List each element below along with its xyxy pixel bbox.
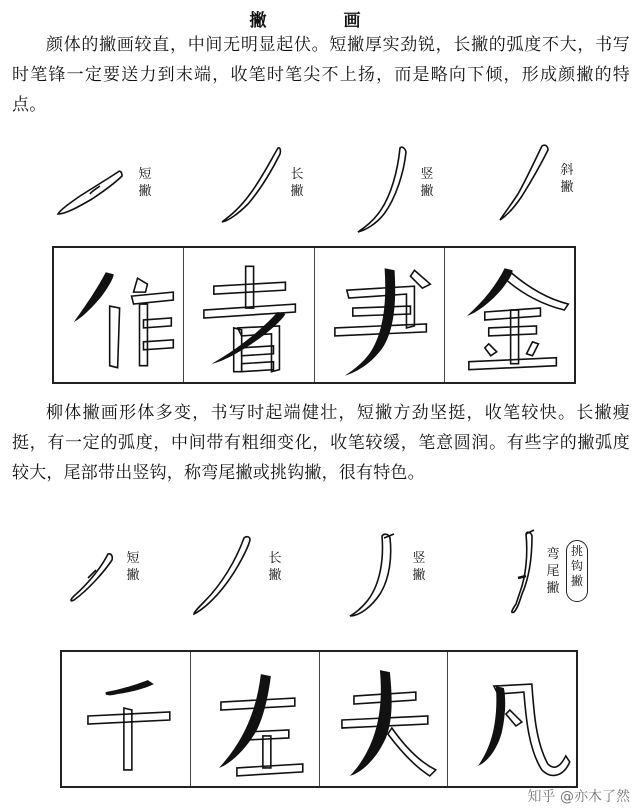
liu-character-strip (60, 650, 578, 788)
yan-char-zhe-glyph (184, 248, 313, 382)
yan-char-zuo-glyph (54, 248, 183, 382)
liu-char-cell (191, 652, 320, 786)
liu-stroke-label-short: 短撇 (126, 551, 140, 583)
liu-stroke-label-vertical: 竖撇 (412, 551, 426, 583)
liu-long-pie-icon (194, 537, 250, 614)
yan-paragraph: 颜体的撇画较直，中间无明显起伏。短撇厚实劲锐，长撇的弧度不大，书写时笔锋一定要送力到末端，收笔时笔尖不上扬，而是略向下倾，形成颜撇的特点。 (12, 35, 630, 115)
liu-paragraph: 柳体撇画形体多变，书写时起端健壮，短撇方劲坚挺，收笔较快。长撇瘦挺，有一定的弧度，中间带有粗细变化，收笔较缓，笔意圆润。有些字的撇弧度较大，尾部带出竖钩，称弯尾撇或挑钩撇，很有特色。 (12, 403, 630, 483)
liu-char-fu-glyph (320, 652, 448, 786)
liu-char-qian-glyph (62, 652, 190, 786)
liu-stroke-label-long: 长撇 (268, 551, 282, 583)
yan-stroke-label-long: 长撇 (290, 167, 304, 199)
yan-stroke-label-slant: 斜撇 (560, 163, 574, 195)
liu-stroke-note: 挑钩撇 (570, 544, 583, 588)
yan-vertical-pie-icon (358, 147, 406, 232)
yan-char-yin-glyph (315, 248, 444, 382)
liu-stroke-label-curved-tail: 弯尾撇 (546, 547, 560, 596)
yan-char-cell (54, 248, 184, 382)
yan-stroke-label-vertical: 竖撇 (420, 167, 434, 199)
yan-short-pie-icon (58, 171, 122, 214)
liu-char-cell (448, 652, 576, 786)
liu-char-cell (320, 652, 449, 786)
yan-char-cell (445, 248, 574, 382)
liu-curved-tail-pie-icon (512, 532, 532, 612)
yan-char-cell (184, 248, 314, 382)
yan-stroke-label-short: 短撇 (138, 167, 152, 199)
yan-char-cell (315, 248, 445, 382)
yan-long-pie-icon (222, 148, 280, 222)
liu-stroke-note-bracket (566, 540, 588, 602)
yan-char-jin-glyph (445, 248, 574, 382)
liu-vertical-pie-icon (350, 534, 391, 616)
liu-char-cell (62, 652, 191, 786)
yan-slant-pie-icon (500, 145, 548, 220)
yan-stroke-illustrations (0, 0, 640, 240)
yan-character-strip (52, 246, 576, 384)
liu-char-zuo-glyph (191, 652, 319, 786)
watermark: 知乎 @亦木了然 (527, 789, 630, 805)
page-title: 撇 画 (249, 11, 391, 31)
liu-short-pie-icon (71, 554, 112, 601)
liu-char-fan-glyph (448, 652, 576, 786)
